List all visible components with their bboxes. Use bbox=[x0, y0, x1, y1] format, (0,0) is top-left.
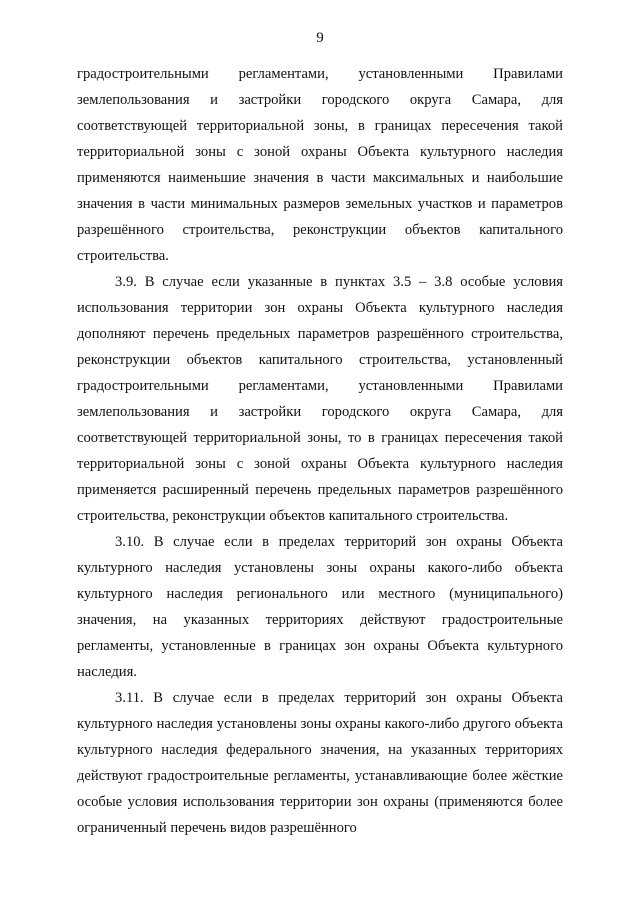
document-body bbox=[77, 61, 563, 841]
paragraph-continuation: градостроительными регламентами, установленными Правилами землепользования и застройки городского округа Самара, для соответствующей территориальной зоны, в границах пересечения такой территориальной зоны с зоной охраны Объекта культурного наследия применяются наименьшие значения в части максимальных и наибольшие значения в части минимальных размеров земельных участков и параметров разрешённого строительства, реконструкции объектов капитального строительства. bbox=[77, 66, 563, 264]
page-number: 9 bbox=[316, 30, 324, 46]
paragraph-3-11: 3.11. В случае если в пределах территорий зон охраны Объекта культурного наследия установлены зоны охраны какого-либо другого объекта культурного наследия федерального значения, на указанных территориях действуют градостроительные регламенты, устанавливающие более жёсткие особые условия использования территории зон охраны (применяются более ограниченный перечень видов разрешённого bbox=[77, 690, 563, 836]
paragraph-3-9: 3.9. В случае если указанные в пунктах 3.5 – 3.8 особые условия использования территории зон охраны Объекта культурного наследия дополняют перечень предельных параметров разрешённого строительства, реконструкции объектов капитального строительства, установленный градостроительными регламентами, установленными Правилами землепользования и застройки городского округа Самара, для соответствующей территориальной зоны, то в границах пересечения такой территориальной зоны с зоной охраны Объекта культурного наследия применяется расширенный перечень предельных параметров разрешённого строительства, реконструкции объектов капитального строительства. bbox=[77, 274, 563, 524]
paragraph-3-10: 3.10. В случае если в пределах территорий зон охраны Объекта культурного наследия установлены зоны охраны какого-либо объекта культурного наследия регионального или местного (муниципального) значения, на указанных территориях действуют градостроительные регламенты, установленные в границах зон охраны Объекта культурного наследия. bbox=[77, 534, 563, 680]
